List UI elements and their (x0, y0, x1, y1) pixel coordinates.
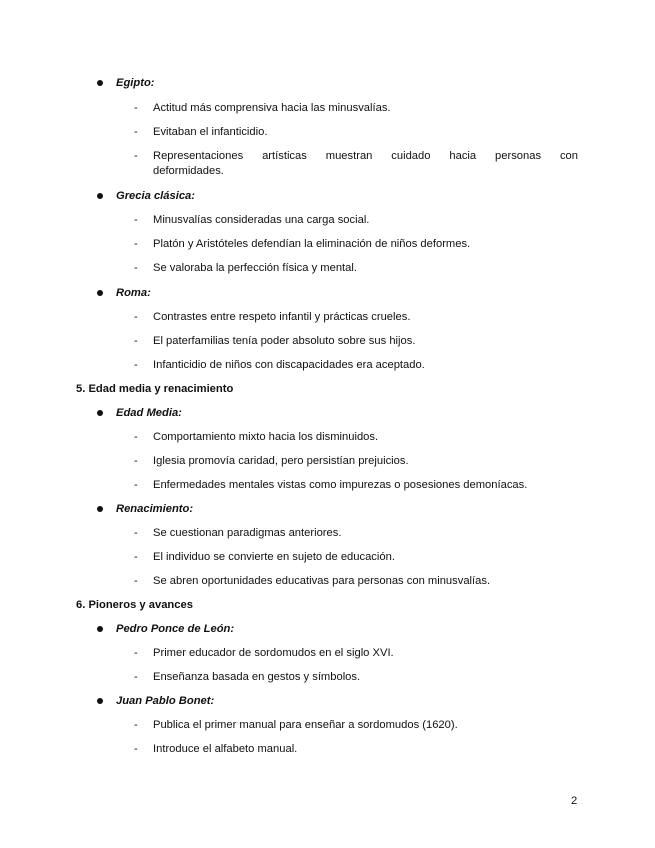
bullet-dot (97, 506, 103, 512)
list-item: Enseñanza basada en gestos y símbolos. (153, 671, 361, 683)
dash-marker: - (134, 455, 138, 467)
list-item: Enfermedades mentales vistas como impurezas o posesiones demoníacas. (153, 479, 528, 491)
topic-roma: Roma: (116, 287, 151, 299)
dash-marker: - (134, 238, 138, 250)
dash-marker: - (134, 575, 138, 587)
dash-marker: - (134, 647, 138, 659)
list-item: Infanticidio de niños con discapacidades era aceptado. (153, 359, 425, 371)
list-item-continuation: deformidades. (153, 165, 224, 177)
bullet-dot (97, 410, 103, 416)
bullet-dot (97, 290, 103, 296)
list-item: Platón y Aristóteles defendían la eliminación de niños deformes. (153, 238, 471, 250)
list-item: Contrastes entre respeto infantil y prácticas crueles. (153, 311, 411, 323)
list-item: Se valoraba la perfección física y mental. (153, 262, 357, 274)
section-heading-5: 5. Edad media y renacimiento (76, 383, 234, 395)
list-item: Publica el primer manual para enseñar a sordomudos (1620). (153, 719, 458, 731)
list-item: Iglesia promovía caridad, pero persistían prejuicios. (153, 455, 409, 467)
dash-marker: - (134, 359, 138, 371)
dash-marker: - (134, 150, 138, 162)
bullet-dot (97, 193, 103, 199)
list-item: Minusvalías consideradas una carga social. (153, 214, 370, 226)
bullet-dot (97, 80, 103, 86)
list-item: Actitud más comprensiva hacia las minusvalías. (153, 102, 391, 114)
dash-marker: - (134, 102, 138, 114)
topic-edad-media: Edad Media: (116, 407, 182, 419)
dash-marker: - (134, 479, 138, 491)
topic-egipto: Egipto: (116, 77, 155, 89)
list-item: Comportamiento mixto hacia los disminuidos. (153, 431, 379, 443)
dash-marker: - (134, 671, 138, 683)
list-item: El individuo se convierte en sujeto de educación. (153, 551, 395, 563)
list-item: Se abren oportunidades educativas para personas con minusvalías. (153, 575, 491, 587)
dash-marker: - (134, 431, 138, 443)
topic-renacimiento: Renacimiento: (116, 503, 194, 515)
dash-marker: - (134, 335, 138, 347)
dash-marker: - (134, 126, 138, 138)
section-heading-6: 6. Pioneros y avances (76, 599, 193, 611)
topic-bonet: Juan Pablo Bonet: (116, 695, 215, 707)
list-item: Primer educador de sordomudos en el siglo XVI. (153, 647, 394, 659)
dash-marker: - (134, 719, 138, 731)
list-item: Introduce el alfabeto manual. (153, 743, 298, 755)
list-item: Se cuestionan paradigmas anteriores. (153, 527, 342, 539)
topic-ponce-de-leon: Pedro Ponce de León: (116, 623, 235, 635)
dash-marker: - (134, 214, 138, 226)
list-item: El paterfamilias tenía poder absoluto sobre sus hijos. (153, 335, 416, 347)
bullet-dot (97, 626, 103, 632)
list-item: Representaciones artísticas muestran cuidado hacia personas con (153, 150, 578, 162)
dash-marker: - (134, 262, 138, 274)
dash-marker: - (134, 743, 138, 755)
dash-marker: - (134, 527, 138, 539)
dash-marker: - (134, 311, 138, 323)
dash-marker: - (134, 551, 138, 563)
bullet-dot (97, 698, 103, 704)
list-item: Evitaban el infanticidio. (153, 126, 268, 138)
page-number: 2 (571, 795, 578, 807)
topic-grecia: Grecia clásica: (116, 190, 195, 202)
